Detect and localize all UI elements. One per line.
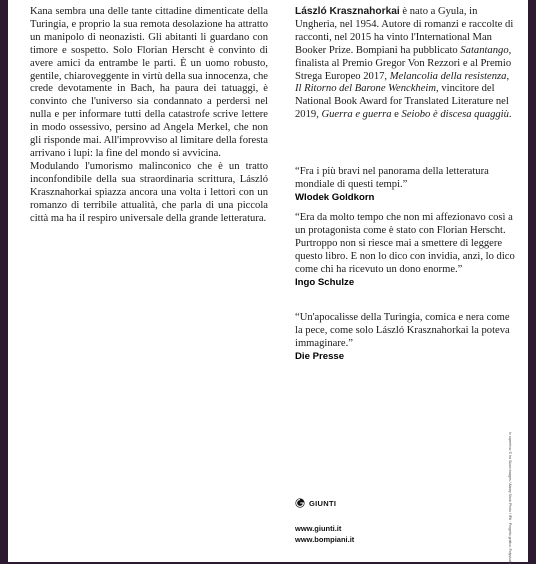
book-title: Satantango bbox=[460, 44, 509, 56]
giunti-logo-icon bbox=[295, 498, 305, 508]
bio-text: , vincitore del National Book Award for Translated Literature nel 2019, bbox=[295, 83, 509, 121]
bio-text: . bbox=[508, 109, 512, 121]
author-bio bbox=[295, 6, 515, 122]
book-title: Melancolia della resistenza bbox=[389, 70, 507, 82]
publisher-logo bbox=[295, 498, 336, 508]
quote-attribution: Die Presse bbox=[295, 350, 345, 362]
giunti-url[interactable]: www.giunti.it bbox=[295, 524, 342, 533]
quote-text: “Fra i più bravi nel panorama della letteratura mondiale di questi tempi.” bbox=[295, 166, 489, 190]
quote-block bbox=[295, 212, 515, 289]
bio-text: è nato a Gyula, in Ungheria, nel 1954. Autore di romanzi e raccolte di racconti, nel 2015 ha vinto l'International Man Booker Prize. Bompiani ha pubblicato bbox=[295, 6, 514, 56]
synopsis-paragraph-2: Modulando l'umorismo malinconico che è un tratto inconfondibile della sua straordinaria scrittura, László Krasznahorkai spiazza ancora una volta i lettori con un romanzo di terribile attualità, che parla di una piccola città ma ha il respiro universale della grande letteratura. bbox=[30, 160, 268, 224]
bompiani-url[interactable]: www.bompiani.it bbox=[295, 535, 355, 544]
quote-attribution: Wlodek Goldkorn bbox=[295, 191, 375, 203]
publisher-logo-text: GIUNTI bbox=[309, 498, 337, 508]
image-credits bbox=[504, 432, 514, 564]
synopsis-paragraph-1: Kana sembra una delle tante cittadine dimenticate della Turingia, e proprio la sua remota desolazione ha attratto un manipolo di neonazisti. Gli abitanti li guardano con timore e sospetto. Solo Florian Herscht è convinto di avere amici da entrambe le parti. È un uomo robusto, gentile, chiaroveggente in virtù della sua innocenza, che crede devotamente in Bach, ha paura dei tatuaggi, è convinto che l'universo sia condannato a perdersi nel nulla e per informare tutti della catastrofe scrive lettere in modo ossessivo, persino ad Angela Merkel, che non gli risponde mai. All'improvviso al limitare della foresta arrivano i lupi: la fine del mondo si avvicina. bbox=[30, 6, 268, 159]
credits-text: In copertina: © Ira Sloan Images / Alamy Stock Photo / IPA · Progetto grafico: Polystudio bbox=[508, 432, 512, 564]
book-title: Il Ritorno del Barone Wenckheim bbox=[295, 83, 437, 95]
bio-text: , finalista al Premio Gregor Von Rezzori e al Premio Strega Europeo 2017, bbox=[295, 44, 512, 82]
author-name: László Krasznahorkai bbox=[295, 6, 400, 17]
quote-attribution: Ingo Schulze bbox=[295, 276, 355, 288]
book-title: Seiobo è discesa quaggiù bbox=[401, 109, 509, 121]
quote-block bbox=[295, 312, 515, 363]
author-column bbox=[295, 6, 515, 362]
book-title: Guerra e guerra bbox=[321, 109, 392, 121]
bio-text: , bbox=[506, 70, 510, 82]
back-cover-page bbox=[8, 0, 528, 562]
bio-text: e bbox=[391, 109, 402, 121]
synopsis bbox=[30, 6, 268, 225]
quote-text: “Era da molto tempo che non mi affezionavo così a un protagonista come è stato con Florian Herscht. Purtroppo non si riesce mai a smettere di leggere questo libro. E non lo dico con invidia, anzi, lo dico come chi ha ricevuto un dono enorme.” bbox=[295, 212, 515, 275]
quote-text: “Un'apocalisse della Turingia, comica e nera come la pece, come solo László Krasznahorkai la poteva immaginare.” bbox=[295, 312, 510, 349]
quote-block bbox=[295, 166, 515, 204]
publisher-urls bbox=[295, 523, 354, 545]
